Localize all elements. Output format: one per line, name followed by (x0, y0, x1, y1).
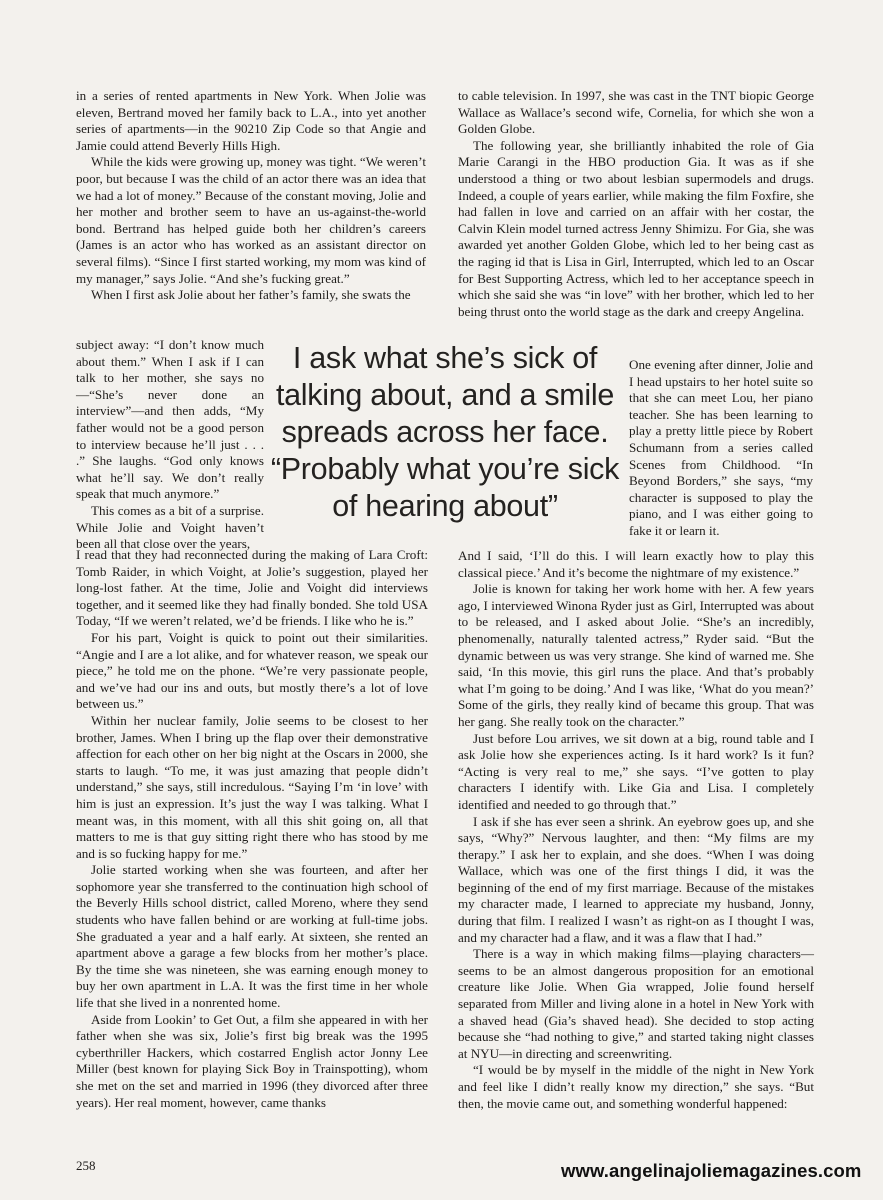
page-number: 258 (76, 1158, 96, 1173)
paragraph: in a series of rented apartments in New York. When Jolie was eleven, Bertrand moved her family back to L.A., into yet another series of apartments—in the 90210 Zip Code so that Angie and Jamie could attend Beverly Hills High. (76, 88, 426, 153)
article-column-right-wrap (629, 357, 813, 540)
paragraph: The following year, she brilliantly inhabited the role of Gia Marie Carangi in the HBO production Gia. It was as if she understood a thing or two about lesbian supermodels and drugs. Indeed, a couple of years earlier, while making the film Foxfire, she had fallen in love and carried on an affair with her costar, the Calvin Klein model turned actress Jenny Shimizu. For Gia, she was awarded yet another Golden Globe, which led to her being cast as the raging id that is Lisa in Girl, Interrupted, which led to an Oscar for Best Supporting Actress, which led to her acceptance speech in which she said she was “in love” with her brother, which led to her being thrust onto the world stage as the dark and creepy Angelina. (458, 137, 814, 319)
paragraph: There is a way in which making films—playing characters—seems to be an almost dangerous proposition for an emotional creature like Jolie. When Gia wrapped, Jolie found herself separated from Miller and living alone in a hotel in New York with a shaved head (Gia’s shaved head). She decided to stop acting because she “had nothing to give,” and started taking night classes at NYU—in directing and screenwriting. (458, 946, 814, 1061)
paragraph: For his part, Voight is quick to point out their similarities. “Angie and I are a lot alike, and for whatever reason, we speak our piece,” he told me on the phone. “We’re very passionate people, and we’ve had our ins and outs, but mostly there’s a lot of love between us.” (76, 629, 428, 712)
paragraph: And I said, ‘I’ll do this. I will learn exactly how to play this classical piece.’ And it’s become the nightmare of my existence.” (458, 548, 814, 580)
paragraph: Jolie is known for taking her work home with her. A few years ago, I interviewed Winona Ryder just as Girl, Interrupted was about to be released, and I asked about Jolie. “She’s an incredibly, phenomenally, naturally talented actress,” Ryder said. “But the dynamic between us was very strange. She kind of warned me. She said, ‘In this movie, this girl runs the place. And that’s probably what I’m going to be doing.’ And I was like, ‘What do you mean?’ Some of the girls, they really kind of became this group. That was her gang. She really took on the character.” (458, 581, 814, 729)
article-column-left-bottom (76, 547, 428, 1111)
paragraph: Within her nuclear family, Jolie seems to be closest to her brother, James. When I bring up the flap over their demonstrative affection for each other on her big night at the Oscars in 2000, she starts to laugh. “To me, it was just amazing that people didn’t understand,” she says, still incredulous. “Saying I’m ‘in love’ with him is just an expression. It’s just the way I was talking. What I meant was, in this moment, with all this shit going on, all that matters to me is that guy sitting right there who has stood by me and is so fucking happy for me.” (76, 712, 428, 861)
article-column-left-top (76, 88, 426, 304)
paragraph: Aside from Lookin’ to Get Out, a film she appeared in with her father when she was six, Jolie’s first big break was the 1995 cyberthriller Hackers, which costarred English actor Jonny Lee Miller (best known for playing Sick Boy in Trainspotting), whom she met on the set and married in 1996 (they divorced after three years). Her real moment, however, came thanks (76, 1011, 428, 1110)
article-column-right-bottom (458, 548, 814, 1112)
paragraph: subject away: “I don’t know much about them.” When I ask if I can talk to her mother, she says no—“She’s never done an interview”—and then adds, “My father would not be a good person to interview because he’ll just . . . .” She laughs. “God only knows what he’ll say. We don’t really speak that much anymore.” (76, 337, 264, 502)
paragraph: I read that they had reconnected during the making of Lara Croft: Tomb Raider, in which Voight, at Jolie’s suggestion, played her long-lost father. At the time, Jolie and Voight did interviews together, and it seemed like they had finally bonded. She told USA Today, “If we weren’t related, we’d be friends. I like who he is.” (76, 547, 428, 629)
paragraph: Just before Lou arrives, we sit down at a big, round table and I ask Jolie how she experiences acting. Is it hard work? Is it fun? “Acting is very real to me,” she says. “I’ve gotten to play characters I identify with. Like Gia and Lisa. I completely identified and needed to go through that.” (458, 730, 814, 812)
article-column-left-wrap (76, 337, 264, 553)
paragraph: Jolie started working when she was fourteen, and after her sophomore year she transferred to the continuation high school of the Beverly Hills school district, called Moreno, where they send students who have fallen behind or are working at full-time jobs. She graduated a year and a half early. At sixteen, she rented an apartment above a garage a few blocks from her mother’s place. By the time she was nineteen, she was earning enough money to buy her own apartment in L.A. It was the first time in her whole life that she lived in a nonrented home. (76, 862, 428, 1011)
paragraph: One evening after dinner, Jolie and I head upstairs to her hotel suite so that she can meet Lou, her piano teacher. She has been learning to play a pretty little piece by Robert Schumann from a series called Scenes from Childhood. “In Beyond Borders,” she says, “my character is supposed to play the piano, and I was either going to fake it or learn it. (629, 357, 813, 538)
paragraph: This comes as a bit of a surprise. While Jolie and Voight haven’t been all that close over the years, (76, 502, 264, 552)
watermark-url: www.angelinajoliemagazines.com (561, 1160, 862, 1181)
paragraph: While the kids were growing up, money was tight. “We weren’t poor, but because I was the child of an actor there was an idea that we had a lot of money.” Because of the constant moving, Jolie and her mother and brother seem to have an us-against-the-world bond. Bertrand has helped guide both her children’s careers (James is an actor who has worked as an assistant director on several films). “Since I first started working, my mom was kind of my manager,” says Jolie. “And she’s fucking great.” (76, 154, 426, 286)
paragraph: “I would be by myself in the middle of the night in New York and feel like I didn’t really know my direction,” she says. “But then, the movie came out, and something wonderful happened: (458, 1062, 814, 1111)
paragraph: I ask if she has ever seen a shrink. An eyebrow goes up, and she says, “Why?” Nervous laughter, and then: “My films are my therapy.” I ask her to explain, and she does. “When I was doing Wallace, which was one of the first things I did, it was the beginning of the end of my first marriage. Because of the mistakes my character made, I learned to appreciate my husband, Jonny, during that film. I realized I wasn’t as right-on as I thought I was, and my character had a flaw, and it was a flaw that I had.” (458, 813, 814, 945)
paragraph: to cable television. In 1997, she was cast in the TNT biopic George Wallace as Wallace’s second wife, Cornelia, for which she won a Golden Globe. (458, 88, 814, 137)
paragraph: When I first ask Jolie about her father’s family, she swats the (91, 287, 411, 303)
article-column-right-top (458, 88, 814, 320)
pull-quote: I ask what she’s sick of talking about, and a smile spreads across her face. “Probably what you’re sick of hearing about” (270, 341, 620, 523)
